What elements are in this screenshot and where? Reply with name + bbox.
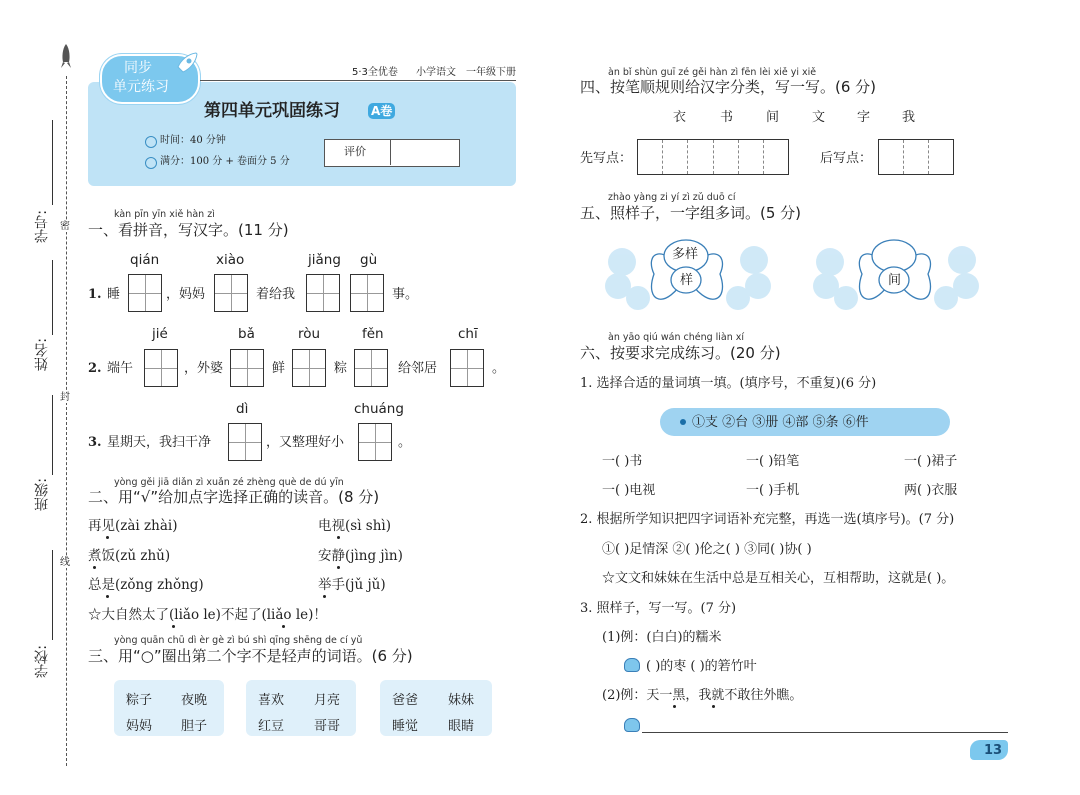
first-dot-grid[interactable] — [637, 139, 789, 175]
word[interactable]: 红豆 — [258, 719, 285, 734]
s2-title: 二、用“√”给加点字选择正确的读音。(8 分) — [88, 488, 380, 506]
emphasis-dot — [337, 566, 340, 569]
s2-item-5: 总是(zǒng zhǒng) — [88, 577, 204, 593]
binding-dashed-line — [66, 76, 67, 766]
word[interactable]: 睡觉 — [392, 719, 419, 734]
s4-pinyin: àn bǐ shùn guī zé gěi hàn zì fēn lèi xiě yi xiě — [608, 67, 817, 78]
q2-box-5[interactable] — [450, 349, 484, 387]
s2-item-7: ☆大自然太了(liǎo le)不起了(liǎo le)！ — [88, 607, 327, 623]
q1-row1-a: 一( )书 — [602, 454, 643, 469]
answer-line[interactable] — [642, 732, 1008, 733]
q2-box-3[interactable] — [292, 349, 326, 387]
s4-char-5: 字 — [857, 110, 871, 125]
emphasis-dot — [337, 536, 340, 539]
frog-icon — [624, 718, 640, 732]
s4-title: 四、按笔顺规则给汉字分类，写一写。(6 分) — [580, 78, 877, 96]
s2-item-4: 安静(jìng jìn) — [318, 548, 403, 564]
q1-py-2: xiào — [216, 252, 245, 268]
badge-line1: 同步 — [124, 60, 152, 76]
q2-t5: 给邻居 — [398, 361, 438, 376]
s3-title: 三、用“○”圈出第二个字不是轻声的词语。(6 分) — [88, 647, 413, 665]
page-number: 13 — [984, 743, 1003, 758]
emphasis-dot — [106, 595, 109, 598]
word[interactable]: 月亮 — [314, 693, 341, 708]
q3-example-2: (2)例：天一黑，我就不敢往外瞧。 — [602, 688, 803, 703]
q1-t1: 睡 — [107, 287, 121, 302]
emphasis-dot — [673, 705, 676, 708]
s2-item-3: 煮饭(zǔ zhǔ) — [88, 548, 171, 564]
q2-line2: ☆文文和妹妹在生活中总是互相关心，互相帮助，这就是( )。 — [602, 571, 955, 586]
q3-t2: ，又整理好小 — [266, 435, 345, 450]
q1-row1-c: 一( )裙子 — [904, 454, 958, 469]
first-dot-label: 先写点： — [580, 151, 633, 166]
word[interactable]: 夜晚 — [181, 693, 208, 708]
rocket-icon — [60, 44, 72, 70]
s4-char-2: 书 — [720, 110, 734, 125]
q1-t3: 着给我 — [256, 287, 296, 302]
banji-label: 班级: — [34, 478, 50, 511]
xuexiao-underline — [52, 550, 53, 640]
q1-box-3[interactable] — [306, 274, 340, 312]
q1-options: ①支 ②台 ③册 ④部 ⑤条 ⑥件 — [692, 415, 869, 430]
q3-num: 3. — [88, 435, 102, 450]
badge-line2: 单元练习 — [113, 79, 169, 95]
q2-t6: 。 — [492, 361, 506, 376]
title-badge: A卷 — [368, 103, 395, 119]
q2-py-2: bǎ — [238, 326, 255, 342]
s6-q2-title: 2. 根据所学知识把四字词语补充完整，再选一选(填序号)。(7 分) — [580, 512, 955, 527]
after-dot-label: 后写点： — [820, 151, 873, 166]
q3-py-2: chuáng — [354, 401, 404, 417]
s6-title: 六、按要求完成练习。(20 分) — [580, 344, 781, 362]
q2-py-5: chī — [458, 326, 478, 342]
word[interactable]: 粽子 — [126, 693, 153, 708]
s2-pinyin: yòng gěi jiā diǎn zì xuǎn zé zhèng què de dú yīn — [114, 477, 344, 488]
s1-pinyin: kàn pīn yīn xiě hàn zì — [114, 209, 215, 220]
q2-line1: ①( )足情深 ②( )伦之( ) ③同( )协( ) — [602, 542, 812, 557]
emphasis-dot — [172, 625, 175, 628]
q1-row2-c: 两( )衣服 — [904, 483, 958, 498]
q2-t4: 粽 — [334, 361, 348, 376]
s2-item-1: 再见(zài zhài) — [88, 518, 178, 534]
q1-row2-a: 一( )电视 — [602, 483, 656, 498]
grade-name: 一年级下册 — [466, 67, 516, 78]
after-dot-grid[interactable] — [878, 139, 954, 175]
q3-box-1[interactable] — [228, 423, 262, 461]
options-dot-icon — [680, 419, 686, 425]
q1-box-4[interactable] — [350, 274, 384, 312]
q1-py-3: jiǎng — [308, 252, 341, 268]
s2-item-6: 举手(jǔ jǔ) — [318, 577, 386, 593]
banji-underline — [52, 395, 53, 475]
emphasis-dot — [323, 595, 326, 598]
s6-pinyin: àn yāo qiú wán chéng liàn xí — [608, 332, 745, 343]
subject-name: 小学语文 — [416, 67, 456, 78]
q1-box-2[interactable] — [214, 274, 248, 312]
feng-mark: 封 — [60, 392, 70, 403]
s6-q3-title: 3. 照样子，写一写。(7 分) — [580, 601, 737, 616]
q1-py-1: qián — [130, 252, 160, 268]
frog-icon — [624, 658, 640, 672]
xuehao-underline — [52, 120, 53, 205]
q3-example-1: (1)例：(白白)的糯米 — [602, 630, 722, 645]
eval-label: 评价 — [344, 145, 366, 158]
s4-char-6: 我 — [902, 110, 916, 125]
s5-pinyin: zhào yàng zi yí zì zǔ duō cí — [608, 192, 736, 203]
word[interactable]: 哥哥 — [314, 719, 341, 734]
series-name: 5·3全优卷 — [352, 67, 398, 78]
q1-t4: 事。 — [392, 287, 419, 302]
q2-t2: ，外婆 — [184, 361, 224, 376]
word[interactable]: 胆子 — [181, 719, 208, 734]
time-info: 时间：40 分钟 — [160, 135, 226, 146]
q3-t1: 星期天，我扫干净 — [107, 435, 212, 450]
q1-py-4: gù — [360, 252, 378, 268]
s4-char-4: 文 — [812, 110, 826, 125]
binding-margin — [0, 0, 80, 795]
check-icon — [145, 157, 157, 169]
q2-py-3: ròu — [298, 326, 321, 342]
q3-box-2[interactable] — [358, 423, 392, 461]
clock-icon — [145, 136, 157, 148]
s3-pinyin: yòng quān chū dì èr gè zì bú shì qīng shēng de cí yǔ — [114, 635, 363, 646]
q3-t3: 。 — [398, 435, 412, 450]
xuehao-label: 学号: — [34, 210, 50, 243]
emphasis-dot — [93, 566, 96, 569]
s4-char-1: 衣 — [673, 110, 687, 125]
q2-num: 2. — [88, 361, 102, 376]
xuexiao-label: 学校: — [34, 645, 50, 678]
rocket-badge-icon — [170, 50, 200, 84]
q2-t3: 鲜 — [272, 361, 286, 376]
xingming-label: 姓名: — [34, 338, 50, 371]
header-rule — [200, 80, 516, 81]
page-title: 第四单元巩固练习 — [204, 101, 340, 121]
xingming-underline — [52, 260, 53, 335]
emphasis-dot — [712, 705, 715, 708]
word[interactable]: 喜欢 — [258, 693, 285, 708]
q1-box-1[interactable] — [128, 274, 162, 312]
emphasis-dot — [282, 625, 285, 628]
q1-num: 1. — [88, 287, 102, 302]
xian-mark: 线 — [60, 557, 70, 568]
flower-2-char: 间 — [888, 273, 902, 288]
word[interactable]: 妈妈 — [126, 719, 153, 734]
q2-t1: 端午 — [107, 361, 134, 376]
s2-item-2: 电视(sì shì) — [318, 518, 392, 534]
q1-row1-b: 一( )铅笔 — [746, 454, 800, 469]
emphasis-dot — [106, 536, 109, 539]
s4-char-3: 间 — [766, 110, 780, 125]
word[interactable]: 眼睛 — [448, 719, 475, 734]
flower-1-char: 样 — [680, 273, 694, 288]
s1-title: 一、看拼音，写汉字。(11 分) — [88, 221, 289, 239]
q3-fill-1: ( )的枣 ( )的箬竹叶 — [646, 659, 757, 674]
q2-py-1: jié — [152, 326, 168, 342]
mi-mark: 密 — [60, 221, 70, 232]
score-info: 满分：100 分 + 卷面分 5 分 — [160, 156, 290, 167]
q3-py-1: dì — [236, 401, 249, 417]
q2-box-4[interactable] — [354, 349, 388, 387]
q1-t2: ，妈妈 — [166, 287, 206, 302]
q2-py-4: fěn — [362, 326, 384, 342]
s5-title: 五、照样子，一字组多词。(5 分) — [580, 204, 802, 222]
q2-box-1[interactable] — [144, 349, 178, 387]
flower-1-word: 多样 — [672, 247, 699, 262]
word[interactable]: 妹妹 — [448, 693, 475, 708]
q2-box-2[interactable] — [230, 349, 264, 387]
word[interactable]: 爸爸 — [392, 693, 419, 708]
eval-divider — [390, 139, 391, 165]
s6-q1-title: 1. 选择合适的量词填一填。(填序号，不重复)(6 分) — [580, 376, 877, 391]
q1-row2-b: 一( )手机 — [746, 483, 800, 498]
